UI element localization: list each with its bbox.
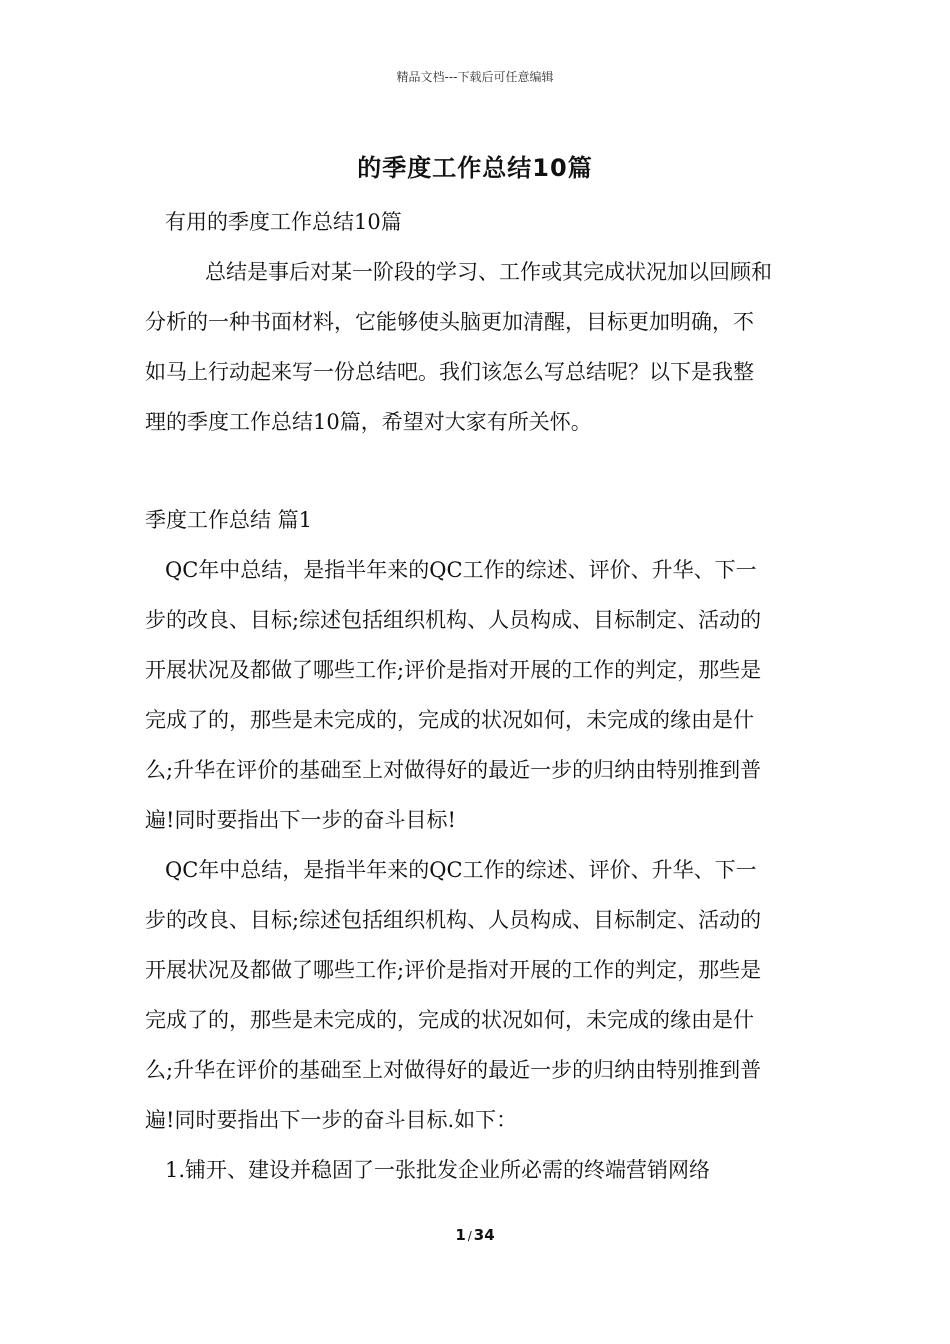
intro-line: 总结是事后对某一阶段的学习、工作或其完成状况加以回顾和 (205, 260, 772, 284)
document-body (145, 204, 810, 1202)
paragraph2-line: 遍!同时要指出下一步的奋斗目标.如下： (145, 1108, 518, 1132)
page-separator: / (467, 1229, 472, 1243)
paragraph2-line: 完成了的，那些是未完成的，完成的状况如何，未完成的缘由是什 (145, 1008, 754, 1032)
paragraph-gap (145, 454, 810, 502)
header-note: 精品文档---下载后可任意编辑 (396, 70, 554, 84)
list-item: 1.铺开、建设并稳固了一张批发企业所必需的终端营销网络 (165, 1158, 711, 1182)
intro-line: 分析的一种书面材料，它能够使头脑更加清醒，目标更加明确，不 (145, 310, 754, 334)
total-pages: 34 (473, 1226, 495, 1244)
section-heading: 季度工作总结 篇1 (145, 508, 313, 532)
paragraph2-line: 开展状况及都做了哪些工作;评价是指对开展的工作的判定，那些是 (145, 958, 762, 982)
intro-line: 理的季度工作总结10篇，希望对大家有所关怀。 (145, 410, 592, 434)
paragraph1-line: 么;升华在评价的基础至上对做得好的最近一步的归纳由特别推到普 (145, 758, 762, 782)
paragraph1-line: 开展状况及都做了哪些工作;评价是指对开展的工作的判定，那些是 (145, 658, 762, 682)
document-subtitle: 有用的季度工作总结10篇 (165, 210, 402, 234)
paragraph2-line: 步的改良、目标;综述包括组织机构、人员构成、目标制定、活动的 (145, 908, 762, 932)
paragraph1-line: 遍!同时要指出下一步的奋斗目标! (145, 808, 456, 832)
page-number (0, 1226, 950, 1244)
paragraph1-line: QC年中总结，是指半年来的QC工作的综述、评价、升华、下一 (165, 558, 757, 582)
paragraph2-line: 么;升华在评价的基础至上对做得好的最近一步的归纳由特别推到普 (145, 1058, 762, 1082)
document-title: 的季度工作总结10篇 (357, 154, 593, 182)
intro-line: 如马上行动起来写一份总结吧。我们该怎么写总结呢？以下是我整 (145, 360, 754, 384)
paragraph2-line: QC年中总结，是指半年来的QC工作的综述、评价、升华、下一 (165, 858, 757, 882)
paragraph1-line: 步的改良、目标;综述包括组织机构、人员构成、目标制定、活动的 (145, 608, 762, 632)
paragraph1-line: 完成了的，那些是未完成的，完成的状况如何，未完成的缘由是什 (145, 708, 754, 732)
current-page: 1 (455, 1226, 466, 1244)
